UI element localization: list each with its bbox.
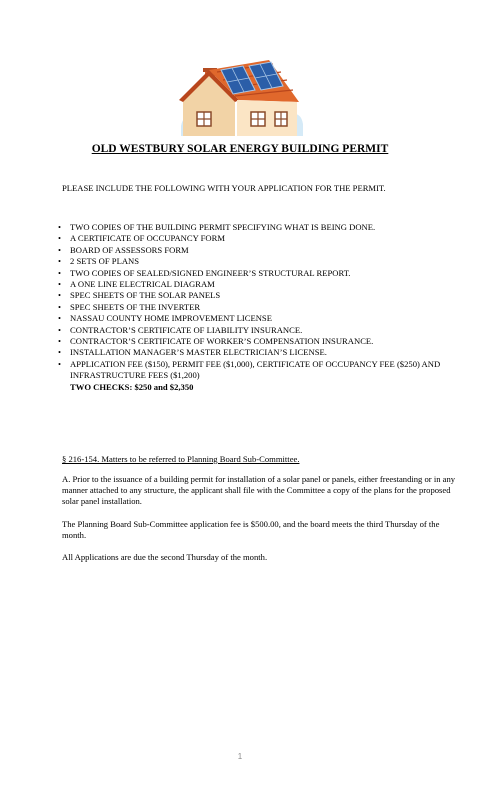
list-item: • 2 SETS OF PLANS (57, 256, 457, 267)
list-item: • NASSAU COUNTY HOME IMPROVEMENT LICENSE (57, 313, 457, 324)
paragraph-a: A. Prior to the issuance of a building permit for installation of a solar panel or panels, either freestanding or in any manner attached to any structure, the applicant shall file with the Committee a copy of the plans for the proposed solar panel installation. (62, 474, 456, 507)
page-number: 1 (237, 752, 243, 761)
list-item: • SPEC SHEETS OF THE INVERTER (57, 302, 457, 313)
list-item: • TWO COPIES OF THE BUILDING PERMIT SPECIFYING WHAT IS BEING DONE. (57, 222, 457, 233)
requirements-list (57, 222, 457, 393)
list-item: • CONTRACTOR’S CERTIFICATE OF WORKER’S COMPENSATION INSURANCE. (57, 336, 457, 347)
list-item: • CONTRACTOR’S CERTIFICATE OF LIABILITY INSURANCE. (57, 325, 457, 336)
list-item: • A CERTIFICATE OF OCCUPANCY FORM (57, 233, 457, 244)
paragraph-deadline: All Applications are due the second Thursday of the month. (62, 552, 268, 562)
list-item: • APPLICATION FEE ($150), PERMIT FEE ($1,000), CERTIFICATE OF OCCUPANCY FEE ($250) AND INFRASTRUCTURE FEES ($1,200) TWO CHECKS: $250 and $2,350 (57, 359, 457, 393)
list-item: • INSTALLATION MANAGER’S MASTER ELECTRICIAN’S LICENSE. (57, 347, 457, 358)
checks-note: TWO CHECKS: $250 and $2,350 (70, 381, 194, 392)
paragraph-fee: The Planning Board Sub-Committee application fee is $500.00, and the board meets the third Thursday of the month. (62, 519, 440, 541)
page-title: OLD WESTBURY SOLAR ENERGY BUILDING PERMIT (91, 143, 389, 155)
list-item: • A ONE LINE ELECTRICAL DIAGRAM (57, 279, 457, 290)
section-heading: § 216-154. Matters to be referred to Planning Board Sub-Committee. (62, 454, 300, 464)
solar-house-icon (177, 56, 305, 138)
list-item: • BOARD OF ASSESSORS FORM (57, 245, 457, 256)
intro-text: PLEASE INCLUDE THE FOLLOWING WITH YOUR APPLICATION FOR THE PERMIT. (62, 183, 386, 193)
list-item: • TWO COPIES OF SEALED/SIGNED ENGINEER’S STRUCTURAL REPORT. (57, 268, 457, 279)
list-item: • SPEC SHEETS OF THE SOLAR PANELS (57, 290, 457, 301)
